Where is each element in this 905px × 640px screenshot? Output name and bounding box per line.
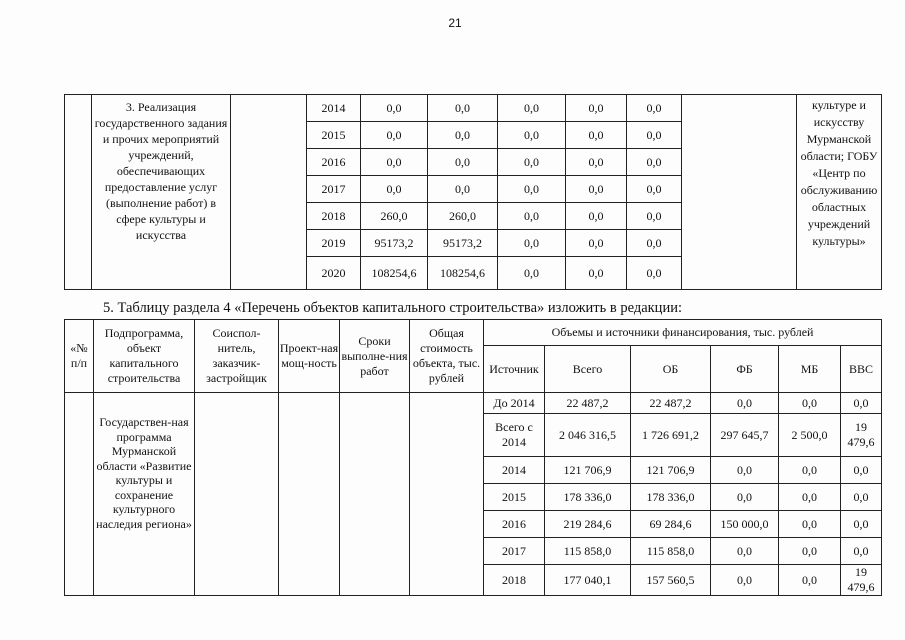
program-name-cell: 3. Реализация государственного задания и прочих мероприятий учреждений, обеспечивающих предоставление услуг (выполнение работ) в сфере культуры и искусства [92,95,231,290]
header-ob: ОБ [631,346,711,393]
value-cell: 0,0 [627,203,682,230]
total-cell: 260,0 [361,203,428,230]
ob-cell: 157 560,5 [631,565,711,596]
value-cell: 0,0 [498,203,566,230]
value-cell: 0,0 [627,95,682,122]
value-cell: 0,0 [627,149,682,176]
mb-cell: 0,0 [779,565,841,596]
value-cell: 0,0 [566,257,627,290]
value-cell: 0,0 [627,257,682,290]
source-cell: 2018 [484,565,545,596]
empty-cell [231,95,307,290]
header-cost: Общая стоимость объекта, тыс. рублей [410,320,484,393]
mb-cell: 2 500,0 [779,414,841,457]
header-mb: МБ [779,346,841,393]
year-cell: 2017 [307,176,361,203]
value-cell: 0,0 [566,122,627,149]
program-name-cell: Государствен-ная программа Мурманской области «Развитие культуры и сохранение культурного наследия региона» [94,393,195,596]
total-cell: 178 336,0 [545,484,631,511]
executor-cell: культуре и искусству Мурманской области; ГОБУ «Центр по обслуживанию областных учреждений культуры» [797,95,882,290]
empty-cell [410,393,484,596]
total-cell: 219 284,6 [545,511,631,538]
header-capacity: Проект-ная мощ-ность [279,320,340,393]
value-cell: 108254,6 [428,257,498,290]
program-funding-table [64,94,882,290]
mb-cell: 0,0 [779,511,841,538]
vvs-cell: 0,0 [841,393,882,414]
year-cell: 2020 [307,257,361,290]
mb-cell: 0,0 [779,393,841,414]
value-cell: 0,0 [498,122,566,149]
header-total: Всего [545,346,631,393]
vvs-cell: 0,0 [841,457,882,484]
value-cell: 0,0 [498,230,566,257]
ob-cell: 115 858,0 [631,538,711,565]
mb-cell: 0,0 [779,484,841,511]
source-cell: 2017 [484,538,545,565]
value-cell: 0,0 [428,149,498,176]
source-cell: 2014 [484,457,545,484]
year-cell: 2019 [307,230,361,257]
header-vvs: ВВС [841,346,882,393]
value-cell: 0,0 [498,149,566,176]
vvs-cell: 0,0 [841,511,882,538]
table-row [65,95,882,122]
vvs-cell: 0,0 [841,538,882,565]
value-cell: 0,0 [498,176,566,203]
value-cell: 0,0 [566,95,627,122]
vvs-cell: 19 479,6 [841,414,882,457]
year-cell: 2015 [307,122,361,149]
empty-cell [279,393,340,596]
table-row [65,393,882,414]
fb-cell: 0,0 [711,538,779,565]
page-number: 21 [448,16,462,30]
value-cell: 95173,2 [428,230,498,257]
value-cell: 0,0 [627,230,682,257]
mb-cell: 0,0 [779,457,841,484]
fb-cell: 0,0 [711,565,779,596]
value-cell: 0,0 [428,95,498,122]
total-cell: 2 046 316,5 [545,414,631,457]
fb-cell: 297 645,7 [711,414,779,457]
vvs-cell: 0,0 [841,484,882,511]
header-source: Источник [484,346,545,393]
value-cell: 0,0 [428,122,498,149]
total-cell: 0,0 [361,122,428,149]
header-coexecutor: Соиспол-нитель, заказчик-застройщик [195,320,279,393]
value-cell: 0,0 [498,257,566,290]
mb-cell: 0,0 [779,538,841,565]
total-cell: 0,0 [361,95,428,122]
ob-cell: 69 284,6 [631,511,711,538]
value-cell: 0,0 [566,203,627,230]
number-cell [65,95,92,290]
total-cell: 95173,2 [361,230,428,257]
value-cell: 0,0 [566,176,627,203]
fb-cell: 0,0 [711,484,779,511]
ob-cell: 1 726 691,2 [631,414,711,457]
total-cell: 108254,6 [361,257,428,290]
year-cell: 2014 [307,95,361,122]
header-row [65,320,882,346]
fb-cell: 0,0 [711,393,779,414]
year-cell: 2018 [307,203,361,230]
value-cell: 260,0 [428,203,498,230]
number-cell [65,393,94,596]
total-cell: 177 040,1 [545,565,631,596]
capital-construction-table [64,319,882,596]
section-heading: 5. Таблицу раздела 4 «Перечень объектов капитального строительства» изложить в редакции: [103,300,682,316]
value-cell: 0,0 [498,95,566,122]
value-cell: 0,0 [627,122,682,149]
header-funding: Объемы и источники финансирования, тыс. рублей [484,320,882,346]
source-cell: Всего с 2014 [484,414,545,457]
header-object: Подпрограмма, объект капитального строительства [94,320,195,393]
source-cell: 2015 [484,484,545,511]
total-cell: 0,0 [361,149,428,176]
total-cell: 121 706,9 [545,457,631,484]
fb-cell: 150 000,0 [711,511,779,538]
source-cell: 2016 [484,511,545,538]
empty-cell [195,393,279,596]
source-cell: До 2014 [484,393,545,414]
total-cell: 115 858,0 [545,538,631,565]
header-number: «№ п/п [65,320,94,393]
value-cell: 0,0 [566,230,627,257]
year-cell: 2016 [307,149,361,176]
header-fb: ФБ [711,346,779,393]
ob-cell: 121 706,9 [631,457,711,484]
ob-cell: 178 336,0 [631,484,711,511]
value-cell: 0,0 [627,176,682,203]
value-cell: 0,0 [428,176,498,203]
empty-cell [340,393,410,596]
header-deadlines: Сроки выполне-ния работ [340,320,410,393]
value-cell: 0,0 [566,149,627,176]
fb-cell: 0,0 [711,457,779,484]
vvs-cell: 19 479,6 [841,565,882,596]
empty-cell [682,95,797,290]
total-cell: 0,0 [361,176,428,203]
ob-cell: 22 487,2 [631,393,711,414]
total-cell: 22 487,2 [545,393,631,414]
